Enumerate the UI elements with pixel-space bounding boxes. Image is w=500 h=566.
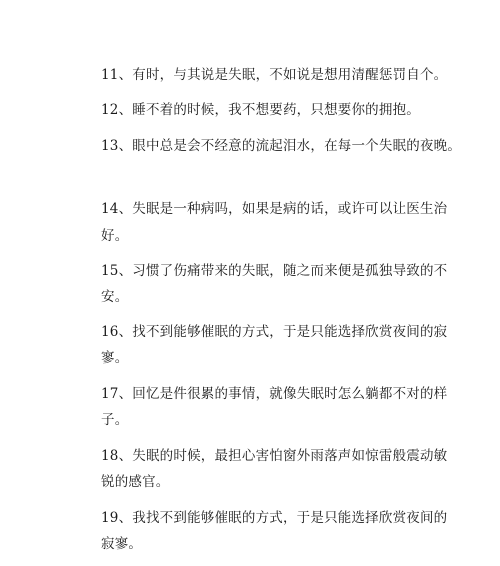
quote-line-15: 15、习惯了伤痛带来的失眠，随之而来便是孤独导致的不	[101, 263, 448, 279]
quote-line-18-cont: 锐的感官。	[101, 474, 170, 490]
quote-line-14: 14、失眠是一种病吗，如果是病的话，或许可以让医生治	[101, 201, 448, 217]
quote-line-17-cont: 子。	[101, 412, 129, 428]
quote-line-17: 17、回忆是件很累的事情，就像失眠时怎么躺都不对的样	[101, 386, 448, 402]
quote-line-16-cont: 寥。	[101, 350, 129, 366]
quote-line-19: 19、我找不到能够催眠的方式，于是只能选择欣赏夜间的	[101, 510, 448, 526]
quote-line-13: 13、眼中总是会不经意的流起泪水，在每一个失眠的夜晚。	[101, 138, 462, 154]
quote-line-18: 18、失眠的时候，最担心害怕窗外雨落声如惊雷般震动敏	[101, 448, 448, 464]
quote-line-14-cont: 好。	[101, 228, 129, 244]
quote-line-16: 16、找不到能够催眠的方式，于是只能选择欣赏夜间的寂	[101, 324, 448, 340]
quote-line-11: 11、有时，与其说是失眠，不如说是想用清醒惩罚自个。	[101, 67, 448, 83]
quote-line-19-cont: 寂寥。	[101, 536, 143, 552]
quote-line-15-cont: 安。	[101, 289, 129, 305]
quote-line-12: 12、睡不着的时候，我不想要药，只想要你的拥抱。	[101, 102, 420, 118]
